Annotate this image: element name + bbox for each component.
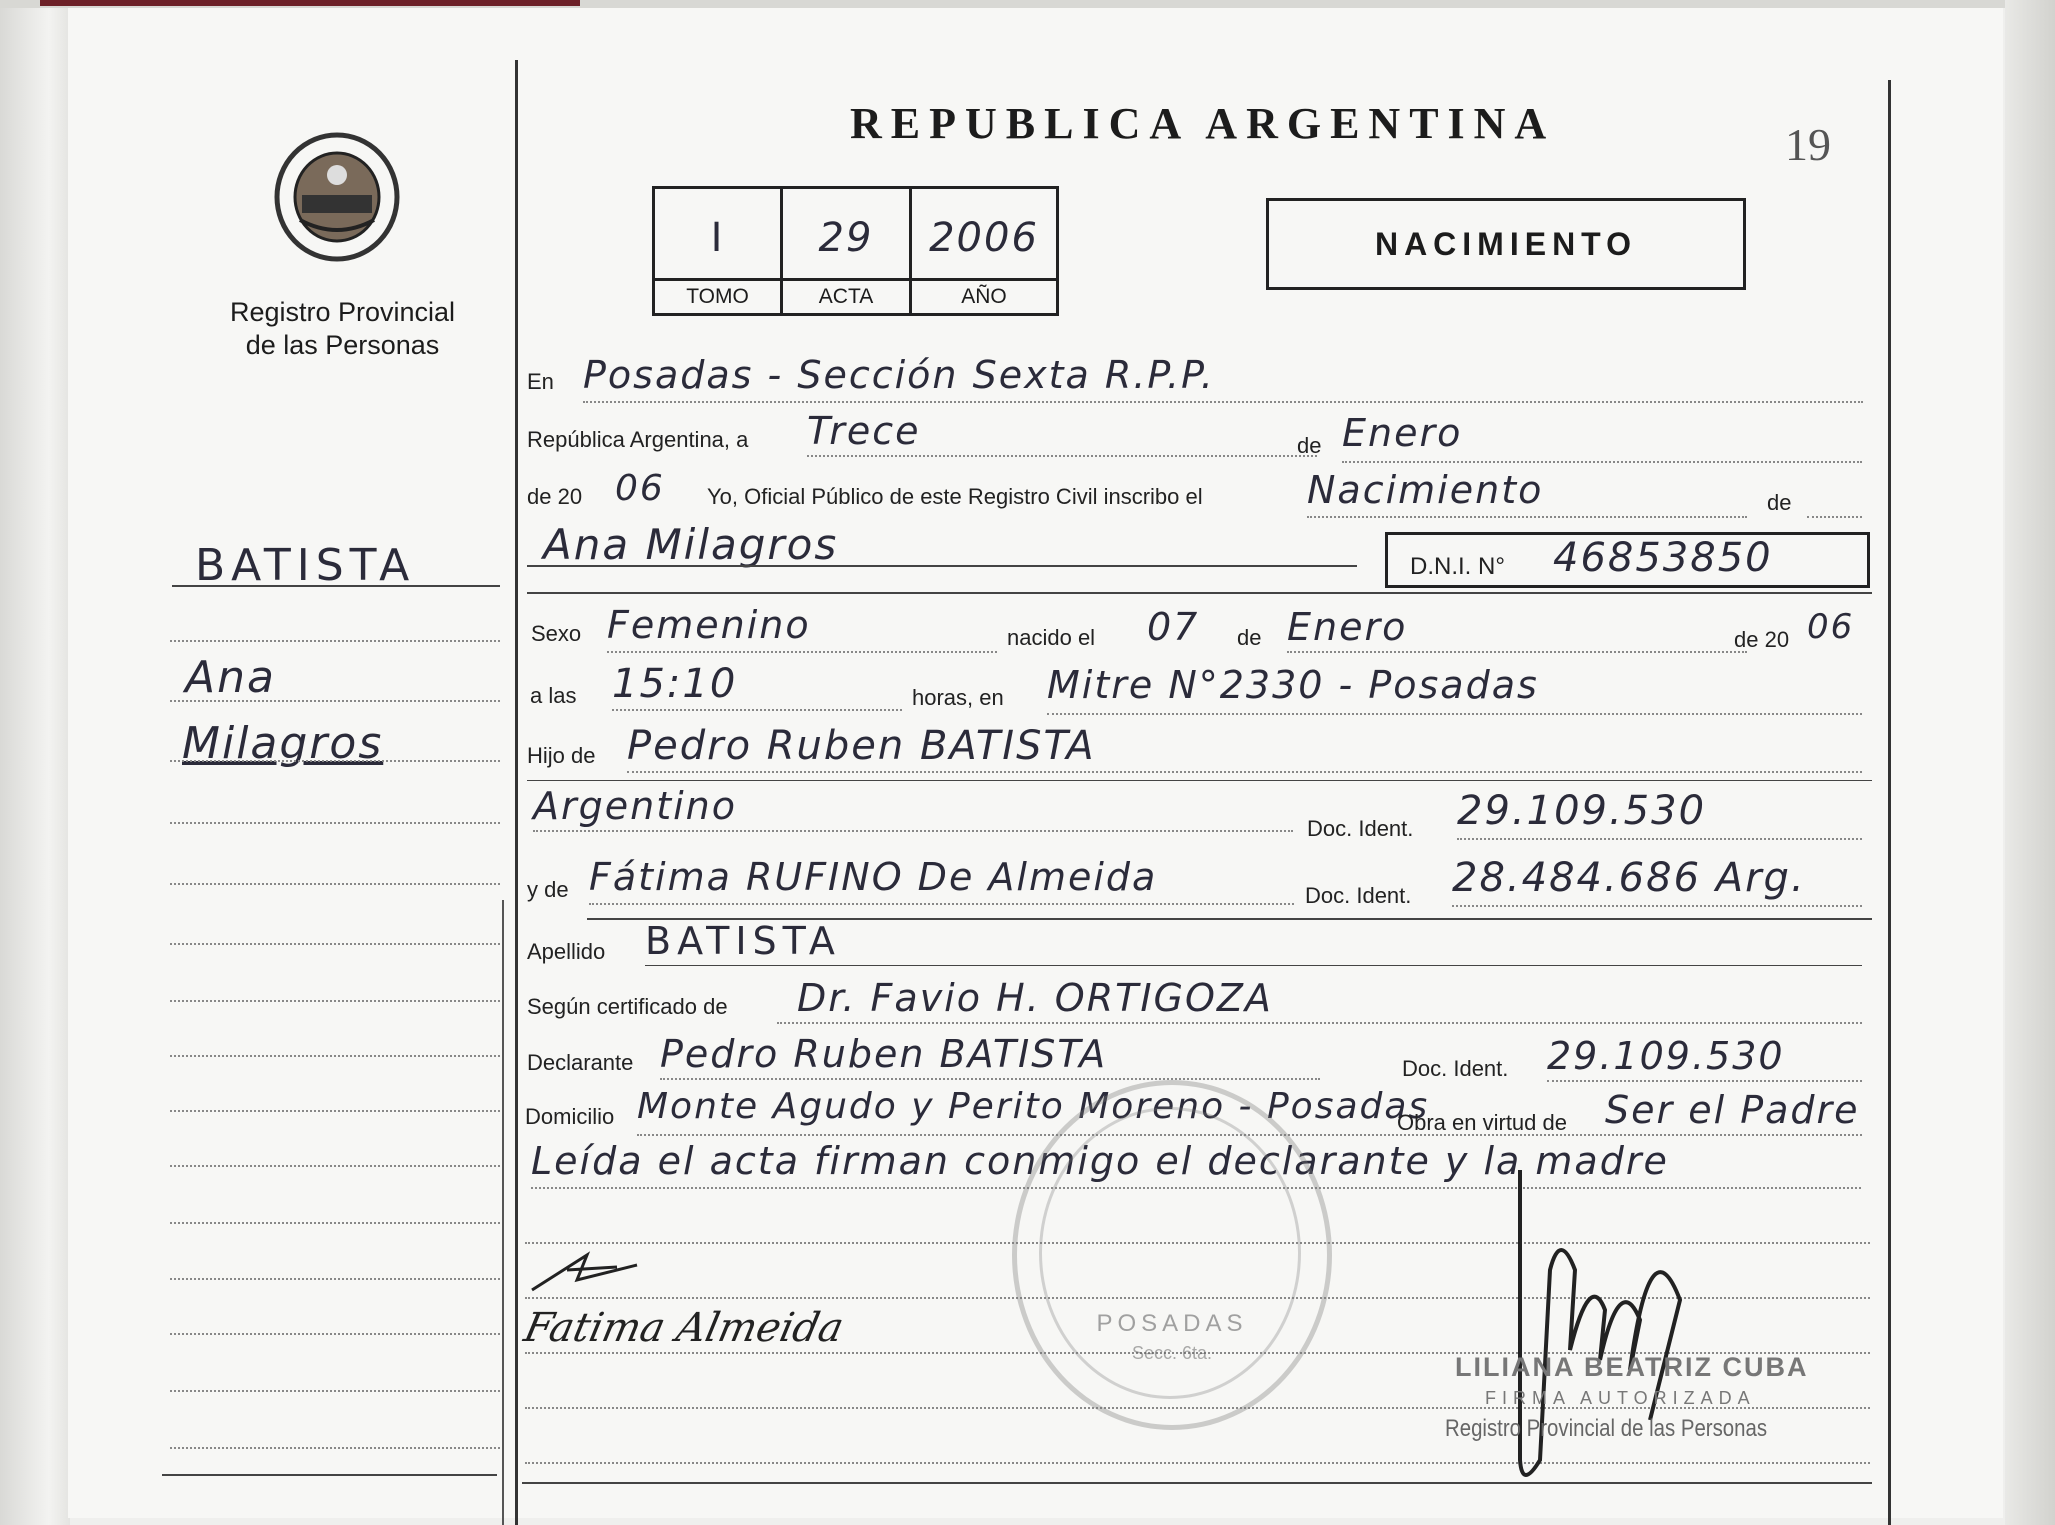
doc-label: Doc. Ident. — [1307, 816, 1414, 841]
en-value: Posadas - Sección Sexta R.P.P. — [583, 353, 1215, 397]
page-number: 19 — [1785, 119, 1831, 170]
declarante-value: Pedro Ruben BATISTA — [660, 1032, 1108, 1076]
registry-line2: de las Personas — [245, 330, 440, 360]
row-en — [527, 355, 1867, 405]
acta-label: ACTA — [783, 278, 909, 309]
registry-name — [200, 296, 485, 362]
father-name: Pedro Ruben BATISTA — [627, 723, 1096, 769]
stamp-city: POSADAS — [1096, 1310, 1248, 1337]
row-mother — [527, 855, 1877, 915]
horas-label: horas, en — [912, 685, 1004, 710]
registry-line1: Registro Provincial — [229, 297, 456, 327]
dni-label: D.N.I. N° — [1410, 553, 1505, 580]
person-name: Ana Milagros — [543, 520, 839, 569]
alas-label: a las — [530, 683, 577, 708]
acta-cell — [780, 186, 912, 316]
acta-value: 29 — [818, 215, 874, 261]
domicilio-label: Domicilio — [525, 1104, 615, 1129]
official-stamp — [1012, 1080, 1332, 1430]
republica-label: República Argentina, a — [527, 427, 749, 452]
de2-label: de — [1767, 490, 1792, 515]
country-title: REPUBLICA ARGENTINA — [850, 99, 1556, 148]
en-label: En — [527, 369, 554, 394]
mother-signature: Fatima Almeida — [520, 1305, 848, 1351]
birth-day: 07 — [1147, 605, 1200, 649]
row-name — [527, 520, 1877, 590]
obra-value: Ser el Padre — [1605, 1088, 1860, 1132]
domicilio-value: Monte Agudo y Perito Moreno - Posadas — [637, 1086, 1430, 1127]
father-nat: Argentino — [533, 784, 737, 828]
segun-label: Según certificado de — [527, 994, 728, 1019]
declarante-label: Declarante — [527, 1050, 634, 1075]
day-value: Trece — [807, 409, 921, 453]
closing-value: Leída el acta firman conmigo el declarante y la madre — [531, 1139, 1669, 1183]
mother-name: Fátima RUFINO De Almeida — [589, 855, 1158, 899]
de20-label: de 20 — [1734, 627, 1790, 652]
sexo-label: Sexo — [531, 621, 582, 646]
row-date — [527, 409, 1867, 463]
month-value: Enero — [1342, 411, 1463, 455]
declarante-doc: 29.109.530 — [1547, 1034, 1785, 1078]
margin-bottom-rule — [162, 1474, 497, 1476]
margin-name1: Ana — [185, 652, 276, 703]
officer-office: Registro Provincial de las Personas — [1445, 1415, 1768, 1442]
year-value: 06 — [615, 468, 665, 509]
provincial-seal — [270, 125, 405, 265]
row-apellido — [527, 919, 1867, 975]
book-spine — [0, 0, 70, 1525]
right-border — [1888, 80, 1891, 1525]
apellido-value: BATISTA — [645, 919, 841, 963]
doc-label-mother: Doc. Ident. — [1305, 883, 1412, 908]
de-label: de — [1297, 433, 1322, 458]
ano-cell — [909, 186, 1059, 316]
birth-month: Enero — [1287, 605, 1408, 649]
hijo-label: Hijo de — [527, 743, 596, 768]
tomo-value: I — [710, 215, 725, 261]
ano-label: AÑO — [912, 278, 1056, 309]
sexo-value: Femenino — [607, 603, 811, 647]
dni-value: 46853850 — [1553, 535, 1773, 581]
place-value: Mitre N°2330 - Posadas — [1047, 663, 1539, 707]
row-sexo — [527, 603, 1867, 657]
dni-box — [1385, 532, 1870, 588]
inscribe-value: Nacimiento — [1307, 468, 1544, 512]
tomo-cell — [652, 186, 783, 316]
yo-text: Yo, Oficial Público de este Registro Civil inscribo el — [707, 484, 1203, 509]
tomo-label: TOMO — [655, 278, 780, 309]
year-label: de 20 — [527, 484, 583, 509]
officer-name: LILIANA BEATRIZ CUBA — [1455, 1352, 1809, 1382]
row-father-doc — [527, 784, 1867, 841]
time-value: 15:10 — [612, 661, 738, 707]
doc-label-declarante: Doc. Ident. — [1402, 1056, 1509, 1081]
declarante-signature — [527, 1245, 647, 1305]
record-type: NACIMIENTO — [1266, 198, 1746, 290]
column-divider-inner — [502, 900, 504, 1525]
nacido-label: nacido el — [1007, 625, 1096, 650]
row-declarante — [527, 1032, 1867, 1086]
de3-label: de — [1237, 625, 1262, 650]
row-year — [527, 470, 1867, 520]
ano-value: 2006 — [929, 215, 1039, 261]
officer-title: FIRMA AUTORIZADA — [1485, 1388, 1756, 1408]
column-divider — [515, 60, 518, 1525]
obra-label: Obra en virtud de — [1397, 1110, 1567, 1135]
stamp-sub: Secc. 6ta. — [1131, 1343, 1213, 1363]
apellido-label: Apellido — [527, 939, 606, 964]
margin-name2: Milagros — [182, 718, 384, 769]
doctor-value: Dr. Favio H. ORTIGOZA — [797, 976, 1273, 1020]
yde-label: y de — [527, 877, 569, 902]
row-hijo — [527, 725, 1867, 775]
row-segun — [527, 976, 1867, 1030]
page-edge — [2005, 0, 2055, 1525]
row-time — [527, 661, 1867, 715]
margin-surname: BATISTA — [195, 540, 416, 591]
birth-year: 06 — [1807, 607, 1855, 647]
father-doc: 29.109.530 — [1457, 788, 1707, 834]
top-marker — [40, 0, 580, 6]
margin-line — [172, 585, 500, 587]
mother-doc: 28.484.686 Arg. — [1452, 855, 1806, 901]
